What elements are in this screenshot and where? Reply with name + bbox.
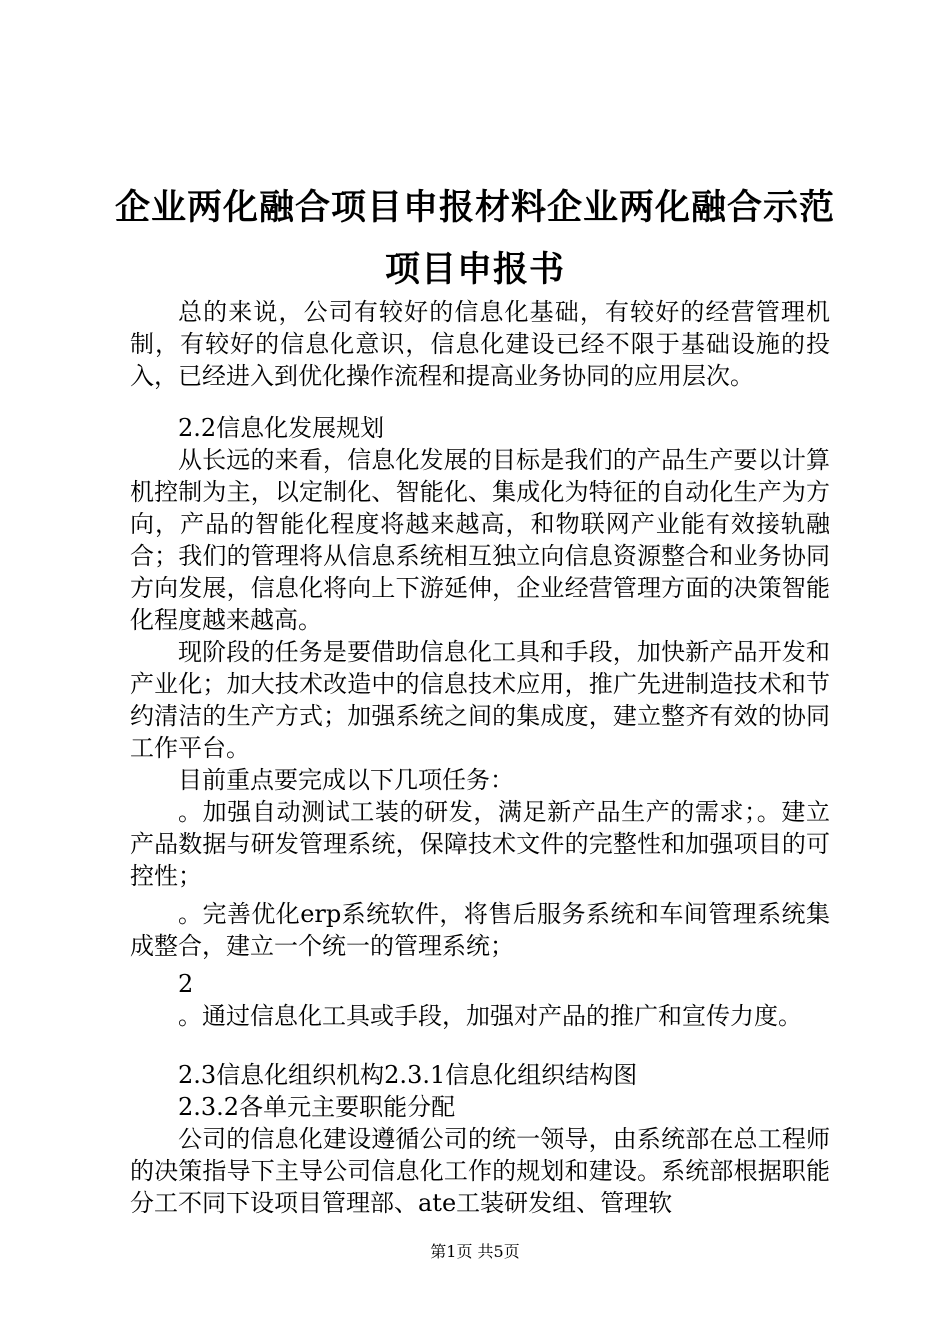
paragraph-intro: 总的来说，公司有较好的信息化基础，有较好的经营管理机制，有较好的信息化意识，信息化建设已经不限于基础设施的投入，已经进入到优化操作流程和提高业务协同的应用层次。: [130, 298, 830, 390]
page-footer: 第1页 共5页: [430, 1242, 520, 1261]
paragraph-organization: 公司的信息化建设遵循公司的统一领导，由系统部在总工程师的决策指导下主导公司信息化工作的规划和建设。系统部根据职能分工不同下设项目管理部、ate工装研发组、管理软: [130, 1125, 830, 1217]
document-body: [130, 296, 830, 1219]
page-number-marker: 2: [178, 970, 194, 998]
paragraph-focus-intro: 目前重点要完成以下几项任务：: [178, 766, 514, 794]
spacer: [130, 1032, 830, 1059]
task-item-3: 。通过信息化工具或手段，加强对产品的推广和宣传力度。: [178, 1002, 802, 1030]
section-heading-2-3: 2.3信息化组织机构2.3.1信息化组织结构图: [178, 1061, 638, 1089]
paragraph-longterm-goals: 从长远的来看，信息化发展的目标是我们的产品生产要以计算机控制为主，以定制化、智能化、集成化为特征的自动化生产为方向，产品的智能化程度将越来越高，和物联网产业能有效接轨融合；我们的管理将从信息系统相互独立向信息资源整合和业务协同方向发展，信息化将向上下游延伸，企业经营管理方面的决策智能化程度越来越高。: [130, 446, 830, 634]
paragraph-current-tasks: 现阶段的任务是要借助信息化工具和手段，加快新产品开发和产业化；加大技术改造中的信息技术应用，推广先进制造技术和节约清洁的生产方式；加强系统之间的集成度，建立整齐有效的协同工作平台。: [130, 638, 830, 762]
section-heading-2-3-2: 2.3.2各单元主要职能分配: [178, 1093, 456, 1121]
spacer: [130, 392, 830, 412]
section-heading-2-2: 2.2信息化发展规划: [178, 414, 385, 442]
task-item-1: 。加强自动测试工装的研发，满足新产品生产的需求；。建立产品数据与研发管理系统，保障技术文件的完整性和加强项目的可控性；: [130, 798, 830, 890]
task-item-2: 。完善优化erp系统软件，将售后服务系统和车间管理系统集成整合，建立一个统一的管理系统；: [130, 900, 830, 960]
document-title-line-2: 项目申报书: [384, 250, 565, 290]
document-title-line-1: 企业两化融合项目申报材料企业两化融合示范: [114, 188, 835, 228]
